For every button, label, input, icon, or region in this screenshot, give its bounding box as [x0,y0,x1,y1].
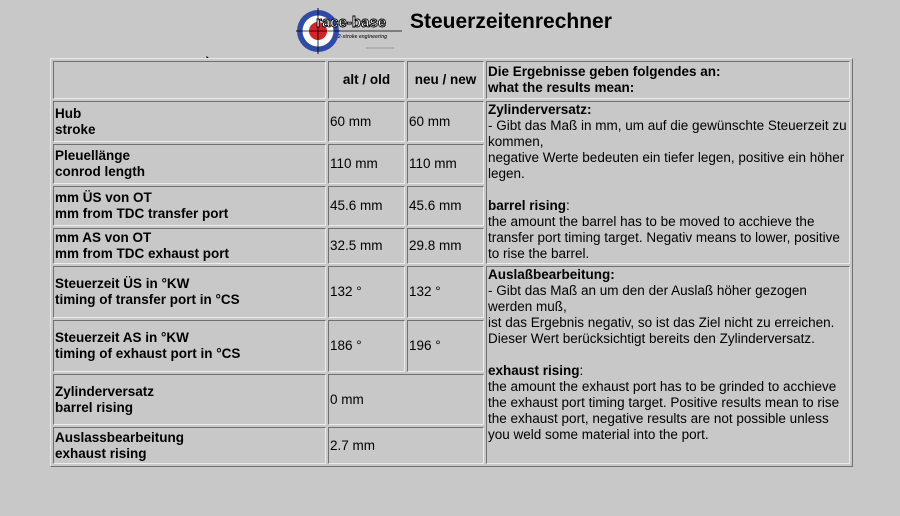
barrel-title-en-line [488,198,848,214]
label-en: barrel rising [55,399,134,415]
row-label-conrod-length [53,144,326,184]
exhaust-timing-old-value[interactable]: 186 ° [328,320,405,372]
exhaust-title-en-line [488,363,848,379]
transfer-mm-new-value[interactable]: 45.6 mm [407,186,484,226]
label-en: timing of transfer port in °CS [55,292,240,307]
barrel-title-de: Zylinderversatz: [488,102,592,117]
race-base-logo[interactable] [294,8,404,54]
label-de: mm AS von OT [55,230,152,245]
exhaust-mm-new-value[interactable]: 29.8 mm [407,228,484,264]
logo-text: race-base [316,14,387,31]
label-en: conrod length [55,164,145,179]
label-de: Auslassbearbeitung [55,429,185,445]
page-title: Steuerzeitenrechner [410,10,612,33]
transfer-timing-new-value[interactable]: 132 ° [407,266,484,318]
exhaust-title-en: exhaust rising [488,363,580,378]
conrod-new-value[interactable]: 110 mm [407,144,484,184]
label-en: timing of exhaust port in °CS [55,346,241,361]
exhaust-text-en: the amount the exhaust port has to be grinded to acchieve the exhaust port timing target. Positive results mean to rise the exhaust port, negative results are not possible unless you weld some material into the port. [488,379,840,442]
row-label-exhaust-port-mm [53,228,326,264]
header-empty-cell [53,61,326,99]
exhaust-mm-old-value[interactable]: 32.5 mm [328,228,405,264]
label-de: mm ÜS von OT [55,190,152,205]
explanation-heading [486,61,850,99]
column-header-new: neu / new [407,61,484,99]
row-label-exhaust-timing [53,320,326,372]
label-en: stroke [55,121,96,137]
barrel-text-en: the amount the barrel has to be moved to acchieve the transfer port timing target. Negativ means to lower, positive to rise the barrel. [488,214,840,261]
barrel-text-de-2: negative Werte bedeuten ein tiefer legen, positive ein höher legen. [488,150,845,181]
transfer-timing-old-value[interactable]: 132 ° [328,266,405,318]
barrel-text-de-1: - Gibt das Maß in mm, um auf die gewünschte Steuerzeit zu kommen, [488,118,847,149]
colon: : [566,198,570,213]
exhaust-title-de: Auslaßbearbeitung: [488,267,615,282]
timing-calculator-table [50,58,853,467]
label-en: mm from TDC exhaust port [55,246,230,261]
row-label-stroke [53,101,326,142]
label-en: mm from TDC transfer port [55,206,229,221]
colon: : [579,363,584,378]
barrel-rising-result: 0 mm [328,374,484,425]
explanation-barrel-rising [486,101,850,264]
result-label-exhaust-rising [53,427,326,464]
label-de: Steuerzeit AS in °KW [55,330,189,345]
exhaust-rising-result: 2.7 mm [328,427,484,464]
exhaust-timing-new-value[interactable]: 196 ° [407,320,484,372]
column-header-old: alt / old [328,61,405,99]
transfer-mm-old-value[interactable]: 45.6 mm [328,186,405,226]
logo-subtext: 2-stroke engineering [338,34,388,40]
explanation-heading-de: Die Ergebnisse geben folgendes an: [488,64,721,79]
label-en: exhaust rising [55,445,147,461]
conrod-old-value[interactable]: 110 mm [328,144,405,184]
label-de: Pleuellänge [55,148,131,163]
label-de: Hub [55,105,82,121]
stroke-old-value[interactable]: 60 mm [328,101,405,142]
row-label-transfer-timing [53,266,326,318]
barrel-title-en: barrel rising [488,198,567,213]
stroke-new-value[interactable]: 60 mm [407,101,484,142]
exhaust-text-de-3: Dieser Wert berücksichtigt bereits den Zylinderversatz. [488,331,815,346]
result-label-barrel-rising [53,374,326,425]
exhaust-text-de-2: ist das Ergebnis negativ, so ist das Ziel nicht zu erreichen. [488,315,835,330]
explanation-heading-en: what the results mean: [488,80,635,95]
row-label-transfer-port-mm [53,186,326,226]
exhaust-text-de-1: - Gibt das Maß an um den der Auslaß höher gezogen werden muß, [488,283,807,314]
label-de: Steuerzeit ÜS in °KW [55,276,190,291]
label-de: Zylinderversatz [55,383,155,399]
explanation-exhaust-rising [486,266,850,464]
